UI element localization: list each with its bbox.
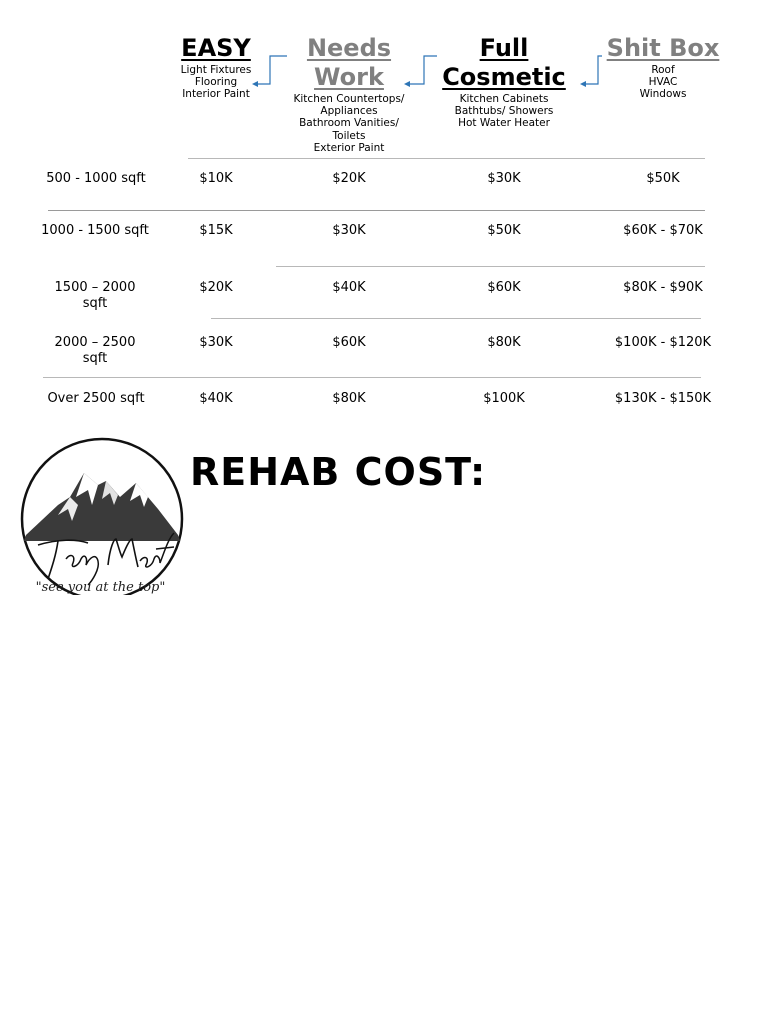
table-cell: $50K xyxy=(487,223,521,238)
row-label: 1500 – 2000 sqft xyxy=(54,280,136,311)
category-title: Full Cosmetic xyxy=(442,34,566,91)
category-items: Kitchen Countertops/ Appliances Bathroom Vanities/ Toilets Exterior Paint xyxy=(293,93,405,154)
category-title: Needs Work xyxy=(306,34,392,91)
category-items: Light Fixtures Flooring Interior Paint xyxy=(180,64,252,101)
table-cell: $80K xyxy=(487,335,521,350)
table-cell: $80K - $90K xyxy=(623,280,703,295)
table-cell: $50K xyxy=(646,171,680,186)
logo xyxy=(18,435,188,595)
category-items: Kitchen Cabinets Bathtubs/ Showers Hot Water Heater xyxy=(454,93,554,130)
table-cell: $10K xyxy=(199,171,233,186)
logo-tagline: "see you at the top" xyxy=(35,580,166,595)
table-cell: $60K - $70K xyxy=(623,223,703,238)
table-cell: $20K xyxy=(332,171,366,186)
row-label: 1000 - 1500 sqft xyxy=(41,223,149,238)
table-cell: $30K xyxy=(199,335,233,350)
table-cell: $80K xyxy=(332,391,366,406)
table-cell: $130K - $150K xyxy=(614,391,712,406)
category-title: Shit Box xyxy=(606,34,720,62)
row-label: 500 - 1000 sqft xyxy=(46,171,146,186)
category-title: EASY xyxy=(181,34,251,62)
page-title: REHAB COST: xyxy=(190,450,487,494)
table-cell: $100K xyxy=(483,391,525,406)
mountain-logo-icon xyxy=(18,435,188,595)
table-divider xyxy=(43,377,701,378)
table-cell: $40K xyxy=(332,280,366,295)
connector-arrows xyxy=(0,0,768,110)
table-cell: $20K xyxy=(199,280,233,295)
table-cell: $100K - $120K xyxy=(614,335,712,350)
table-divider xyxy=(48,210,705,211)
table-cell: $30K xyxy=(332,223,366,238)
table-cell: $30K xyxy=(487,171,521,186)
row-label: 2000 – 2500 sqft xyxy=(54,335,136,366)
category-items: Roof HVAC Windows xyxy=(639,64,687,101)
row-label: Over 2500 sqft xyxy=(47,391,145,406)
table-divider xyxy=(211,318,701,319)
table-divider xyxy=(188,158,705,159)
table-divider xyxy=(276,266,705,267)
table-cell: $15K xyxy=(199,223,233,238)
table-cell: $60K xyxy=(487,280,521,295)
table-cell: $60K xyxy=(332,335,366,350)
table-cell: $40K xyxy=(199,391,233,406)
